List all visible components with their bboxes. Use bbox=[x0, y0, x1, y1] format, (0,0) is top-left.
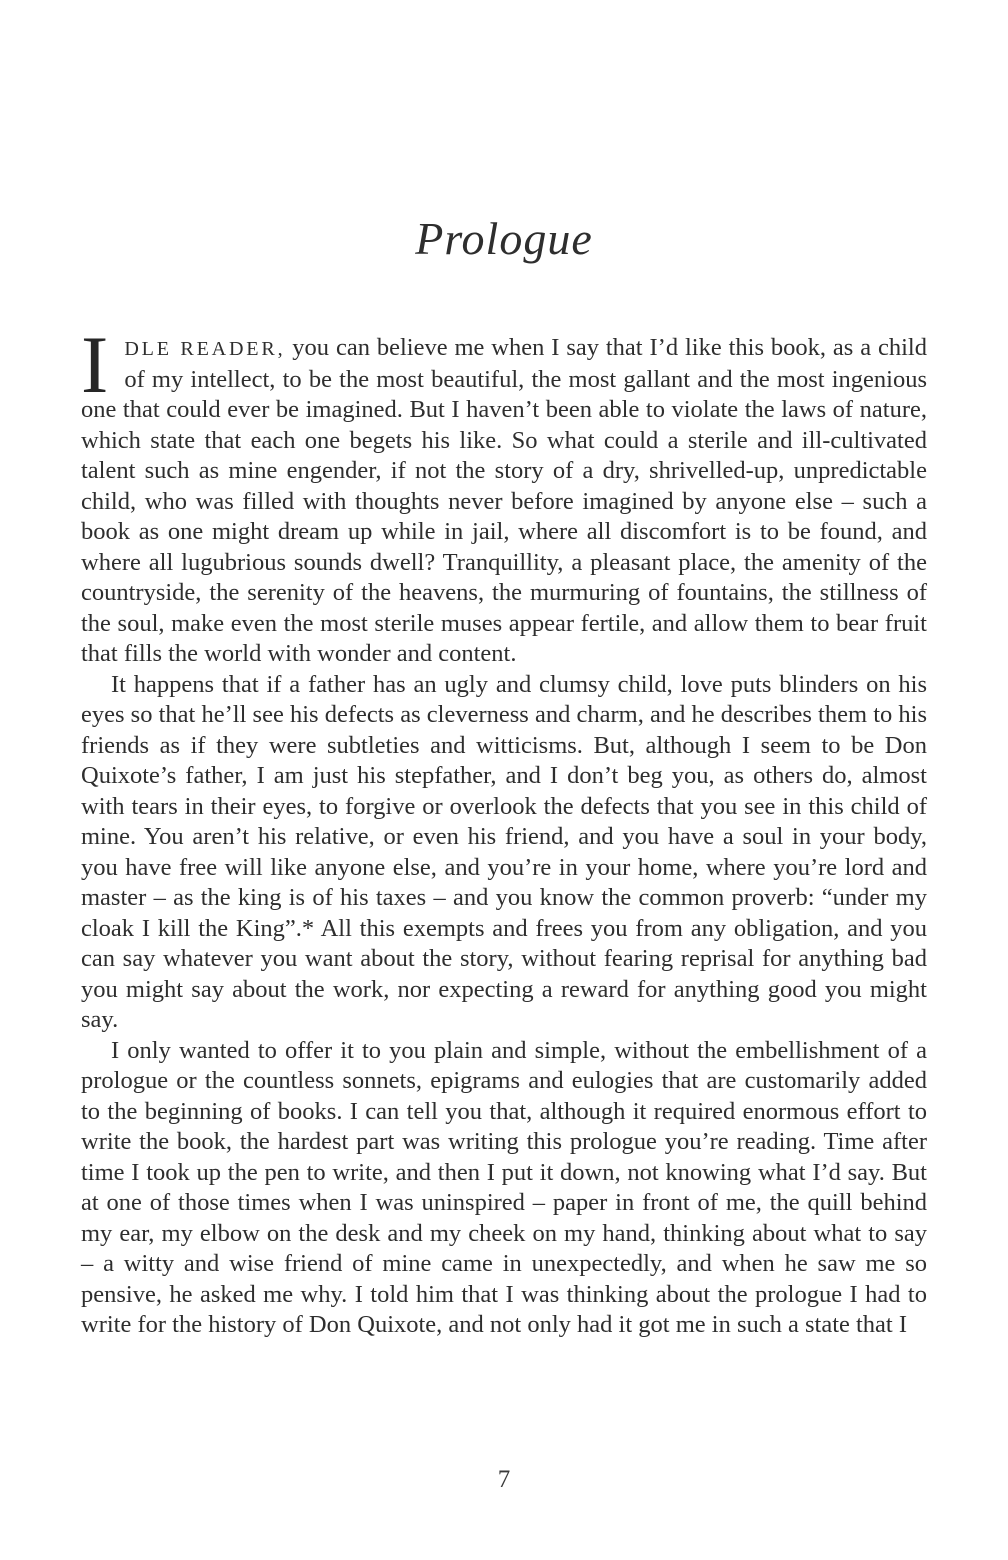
page-number: 7 bbox=[497, 1466, 511, 1493]
dropcap-letter: I bbox=[81, 319, 109, 410]
paragraph-opening bbox=[81, 319, 927, 670]
smallcaps-lead: DLE READER, bbox=[124, 338, 286, 360]
paragraph-third: I only wanted to offer it to you plain and simple, without the embellishment of a prologue or the countless sonnets, epigrams and eulogies that are customarily added to the beginning of books. I can tell you that, although it required enormous effort to write the book, the hardest part was writing this prologue you’re reading. Time after time I took up the pen to write, and then I put it down, not knowing what I’d say. But at one of those times when I was uninspired – paper in front of me, the quill behind my ear, my elbow on the desk and my cheek on my hand, thinking about what to say – a witty and wise friend of mine came in unexpectedly, and when he saw me so pensive, he asked me why. I told him that I was thinking about the prologue I had to write for the history of Don Quixote, and not only had it got me in such a state that I bbox=[81, 1036, 927, 1338]
chapter-title: Prologue bbox=[415, 213, 593, 264]
text-block bbox=[81, 319, 927, 1341]
paragraph-opening-text: you can believe me when I say that I’d like this book, as a child of my intellect, to be the most beautiful, the most gallant and the most ingenious one that could ever be imagined. But I haven’t been able to violate the laws of nature, which state that each one begets his like. So what could a sterile and ill-cultivated talent such as mine engender, if not the story of a dry, shrivelled-up, unpredictable child, who was filled with thoughts never before imagined by anyone else – such a book as one might dream up while in jail, where all discomfort is to be found, and where all lugubrious sounds dwell? Tranquillity, a pleasant place, the amenity of the countryside, the serenity of the heavens, the murmuring of fountains, the stillness of the soul, make even the most sterile muses appear fertile, and allow them to bear fruit that fills the world with wonder and content. bbox=[81, 334, 927, 667]
paragraph-second: It happens that if a father has an ugly and clumsy child, love puts blinders on his eyes so that he’ll see his defects as cleverness and charm, and he describes them to his friends as if they were subtleties and witticisms. But, although I seem to be Don Quixote’s father, I am just his stepfather, and I don’t beg you, as others do, almost with tears in their eyes, to forgive or overlook the defects that you see in this child of mine. You aren’t his relative, or even his friend, and you have a soul in your body, you have free will like anyone else, and you’re in your home, where you’re lord and master – as the king is of his taxes – and you know the common proverb: “under my cloak I kill the King”.* All this exempts and frees you from any obligation, and you can say whatever you want about the story, without fearing reprisal for anything bad you might say about the work, nor expecting a reward for anything good you might say. bbox=[81, 670, 927, 1033]
